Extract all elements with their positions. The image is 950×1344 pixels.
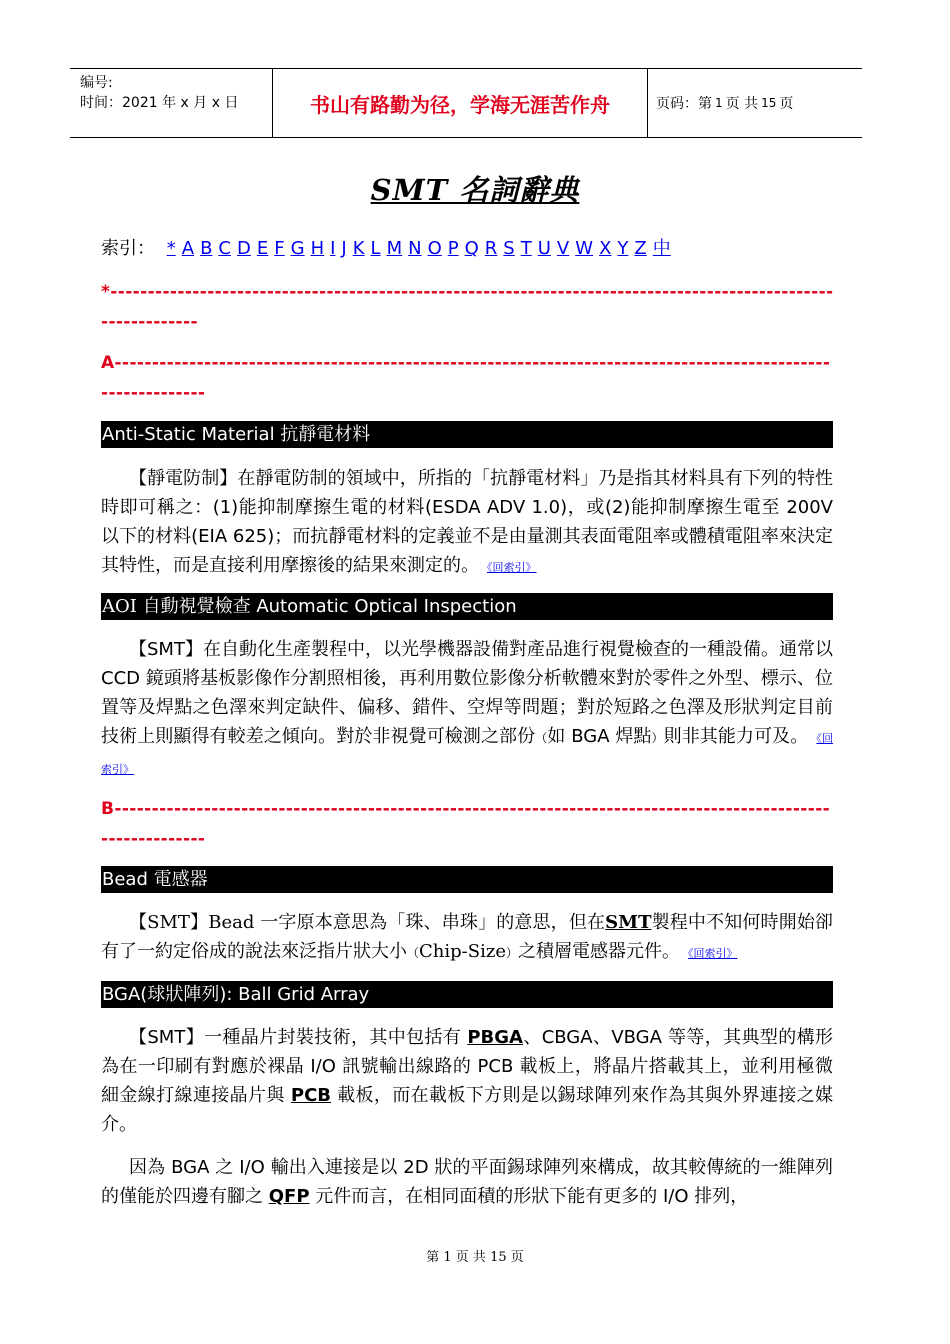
header-page-cell <box>648 69 862 137</box>
index-link-l[interactable]: L <box>370 238 381 259</box>
index-link-v[interactable]: V <box>556 238 570 259</box>
definition-tail: 則非其能力可及。 <box>663 726 809 747</box>
index-link-w[interactable]: W <box>575 238 594 259</box>
definition-text: 在靜電防制的領域中，所指的「抗靜電材料」乃是指其材料具有下列的特性時即可稱之：(1)能抑制摩擦生電的材料(ESDA ADV 1.0)，或(2)能抑制摩擦生電至 200V 以下的材料(EIA 625)；而抗靜電材料的定義並不是由量測其表面電阻率或體積電阻率來決定其特性，而是直接利用摩擦後的結果來測定的。 <box>101 468 834 576</box>
definition-text: 載板，而在載板下方則是以錫球陣列來作為其與外界連接之媒介。 <box>101 1085 833 1135</box>
term-heading-bead: Bead 電感器 <box>101 866 833 893</box>
index-link-h[interactable]: H <box>310 238 325 259</box>
index-link-r[interactable]: R <box>484 238 498 259</box>
footer-page-total: 15 <box>490 1250 507 1265</box>
footer-prefix: 第 <box>426 1250 440 1265</box>
paren-close: ） <box>505 946 518 960</box>
paren-open: （ <box>535 731 548 745</box>
definition-text: 製程中不知何時開始卻有了一約定俗成的說法來泛指片狀大小 <box>101 912 833 962</box>
index-links <box>167 238 677 259</box>
index-link-p[interactable]: P <box>447 238 459 259</box>
index-link-n[interactable]: N <box>408 238 422 259</box>
definition-text: Bead 一字原本意思為「珠、串珠」的意思，但在 <box>208 912 606 933</box>
index-link-b[interactable]: B <box>200 238 213 259</box>
index-link-f[interactable]: F <box>274 238 285 259</box>
index-link-g[interactable]: G <box>290 238 305 259</box>
index-link-a[interactable]: A <box>181 238 195 259</box>
definition-bga-continued <box>101 1153 833 1211</box>
category-tag: 【SMT】 <box>129 639 203 660</box>
keyword-qfp: QFP <box>268 1186 310 1207</box>
section-separator-b: B-------------------------------------------------------------------------------------------------------------- <box>101 799 831 849</box>
definition-text: 因為 BGA 之 I/O 輸出入連接是以 2D 狀的平面錫球陣列來構成，故其較傳統的一維陣列的僅能於四邊有腳之 <box>101 1157 833 1207</box>
back-to-index-link[interactable]: 《回索引》 <box>101 732 833 776</box>
paren-close: ） <box>651 731 664 745</box>
paren-open: （ <box>407 946 420 960</box>
index-link-t[interactable]: T <box>520 238 532 259</box>
term-heading-anti-static: Anti-Static Material 抗靜電材料 <box>101 421 833 448</box>
index-link-m[interactable]: M <box>386 238 403 259</box>
header-page-prefix: 页码：第 <box>656 96 712 112</box>
definition-tail: 之積層電感器元件。 <box>517 941 680 962</box>
paren-text: 如 BGA 焊點 <box>547 726 652 747</box>
header-page-total: 15 <box>761 96 777 110</box>
definition-text: 一種晶片封裝技術，其中包括有 <box>204 1027 468 1048</box>
back-to-index-link[interactable]: 《回索引》 <box>687 947 738 960</box>
index-link-u[interactable]: U <box>537 238 551 259</box>
document-number-label: 编号: <box>80 75 113 91</box>
index-link-zhong[interactable]: 中 <box>652 238 671 259</box>
header-motto-cell <box>273 69 648 137</box>
definition-aoi <box>101 635 833 784</box>
category-tag: 【SMT】 <box>129 912 209 933</box>
term-heading-bga: BGA(球狀陣列): Ball Grid Array <box>101 981 833 1008</box>
index-link-c[interactable]: C <box>218 238 231 259</box>
index-label: 索引： <box>101 238 155 259</box>
definition-anti-static <box>101 464 833 582</box>
page-footer <box>0 1246 950 1265</box>
section-separator-star: *-------------------------------------------------------------------------------------------------------------- <box>101 282 834 332</box>
index-link-q[interactable]: Q <box>464 238 479 259</box>
header-page-mid: 页 共 <box>725 96 759 112</box>
term-heading-aoi <box>101 593 833 620</box>
index-link-s[interactable]: S <box>503 238 515 259</box>
definition-text: 在自動化生產製程中，以光學機器設備對產品進行視覺檢查的一種設備。通常以 CCD 鏡頭將基板影像作分割照相後，再利用數位影像分析軟體來對於零件之外型、標示、位置等及焊點之色澤來判定缺件、偏移、錯件、空焊等問題；對於短路之色澤及形狀判定目前技術上則顯得有較差之傾向。對於非視覺可檢測之部份 <box>101 639 834 747</box>
term-acronym: AOI <box>102 596 137 617</box>
definition-text: 元件而言，在相同面積的形狀下能有更多的 I/O 排列， <box>309 1186 749 1207</box>
header-motto: 书山有路勤为径，学海无涯苦作舟 <box>310 92 610 117</box>
index-link-e[interactable]: E <box>256 238 269 259</box>
header-info-cell <box>70 69 273 137</box>
footer-suffix: 页 <box>510 1250 524 1265</box>
index-link-i[interactable]: I <box>330 238 336 259</box>
index-link-j[interactable]: J <box>341 238 347 259</box>
header-page-number: 1 <box>715 96 723 110</box>
footer-mid: 页 共 <box>455 1250 486 1265</box>
category-tag: 【SMT】 <box>129 1027 205 1048</box>
paren-text: Chip-Size <box>419 941 506 962</box>
document-time-label: 时间：2021 年 x 月 x 日 <box>80 95 239 111</box>
index-link-star[interactable]: * <box>166 238 176 259</box>
back-to-index-link[interactable]: 《回索引》 <box>487 561 537 574</box>
keyword-pbga: PBGA <box>467 1027 523 1048</box>
index-link-k[interactable]: K <box>352 238 365 259</box>
header-table <box>70 68 862 138</box>
index-link-z[interactable]: Z <box>634 238 647 259</box>
alphabet-index <box>101 234 677 260</box>
section-separator-a: A-------------------------------------------------------------------------------------------------------------- <box>101 353 831 403</box>
category-tag: 【靜電防制】 <box>129 468 238 489</box>
index-link-x[interactable]: X <box>599 238 612 259</box>
index-link-y[interactable]: Y <box>617 238 629 259</box>
header-page-suffix: 页 <box>779 96 794 112</box>
term-name: 自動視覺檢查 Automatic Optical Inspection <box>142 596 517 617</box>
definition-bga <box>101 1023 833 1139</box>
footer-page-number: 1 <box>443 1250 452 1265</box>
definition-text: 、CBGA、VBGA 等等，其典型的構形為在一印刷有對應於裸晶 I/O 訊號輸出線路的 PCB 載板上，將晶片搭載其上，並利用極微細金線打線連接晶片與 <box>101 1027 833 1106</box>
keyword-smt: SMT <box>605 912 652 933</box>
keyword-pcb: PCB <box>290 1085 332 1106</box>
index-link-o[interactable]: O <box>427 238 442 259</box>
index-link-d[interactable]: D <box>237 238 251 259</box>
document-title: SMT 名詞辭典 <box>370 173 580 207</box>
definition-bead <box>101 908 833 968</box>
